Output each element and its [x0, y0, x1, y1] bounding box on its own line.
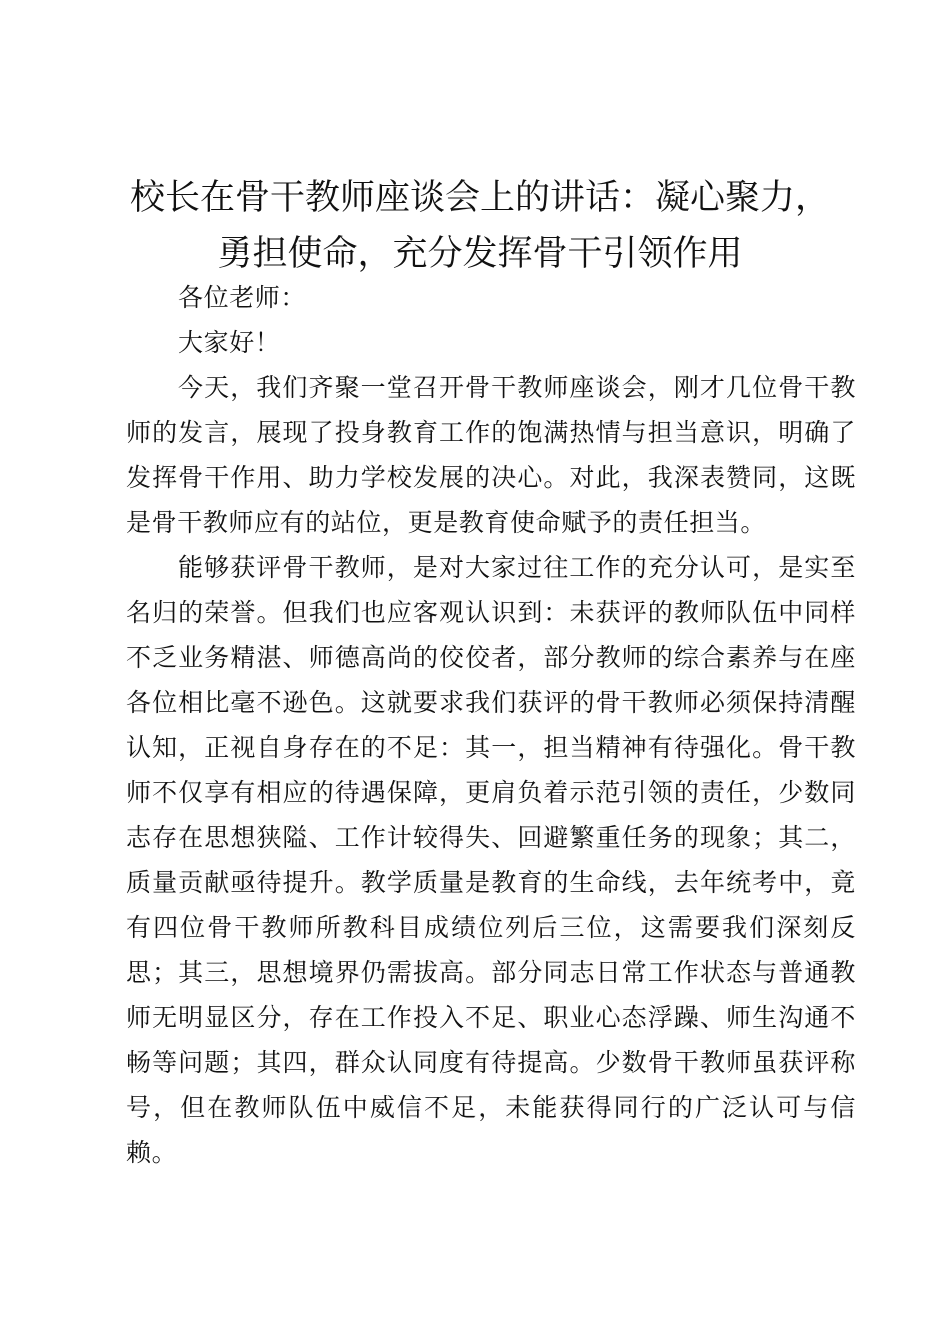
paragraph-1: 今天，我们齐聚一堂召开骨干教师座谈会，刚才几位骨干教师的发言，展现了投身教育工作的饱满热情与担当意识，明确了发挥骨干作用、助力学校发展的决心。对此，我深表赞同，这既是骨干教师应有的站位，更是教育使命赋予的责任担当。: [126, 373, 856, 537]
document-title: [110, 170, 850, 282]
title-line-1: 校长在骨干教师座谈会上的讲话：凝心聚力，: [129, 178, 830, 218]
salutation: 各位老师：: [178, 283, 307, 312]
title-line-2: 勇担使命，充分发挥骨干引领作用: [217, 234, 743, 274]
paragraph-2: 能够获评骨干教师，是对大家过往工作的充分认可，是实至名归的荣誉。但我们也应客观认识到：未获评的教师队伍中同样不乏业务精湛、师德高尚的佼佼者，部分教师的综合素养与在座各位相比毫不逊色。这就要求我们获评的骨干教师必须保持清醒认知，正视自身存在的不足：其一，担当精神有待强化。骨干教师不仅享有相应的待遇保障，更肩负着示范引领的责任，少数同志存在思想狭隘、工作计较得失、回避繁重任务的现象；其二，质量贡献亟待提升。教学质量是教育的生命线，去年统考中，竟有四位骨干教师所教科目成绩位列后三位，这需要我们深刻反思；其三，思想境界仍需拔高。部分同志日常工作状态与普通教师无明显区分，存在工作投入不足、职业心态浮躁、师生沟通不畅等问题；其四，群众认同度有待提高。少数骨干教师虽获评称号，但在教师队伍中威信不足，未能获得同行的广泛认可与信赖。: [126, 553, 856, 1167]
greeting: 大家好！: [178, 328, 281, 357]
document-body: [126, 275, 856, 1175]
